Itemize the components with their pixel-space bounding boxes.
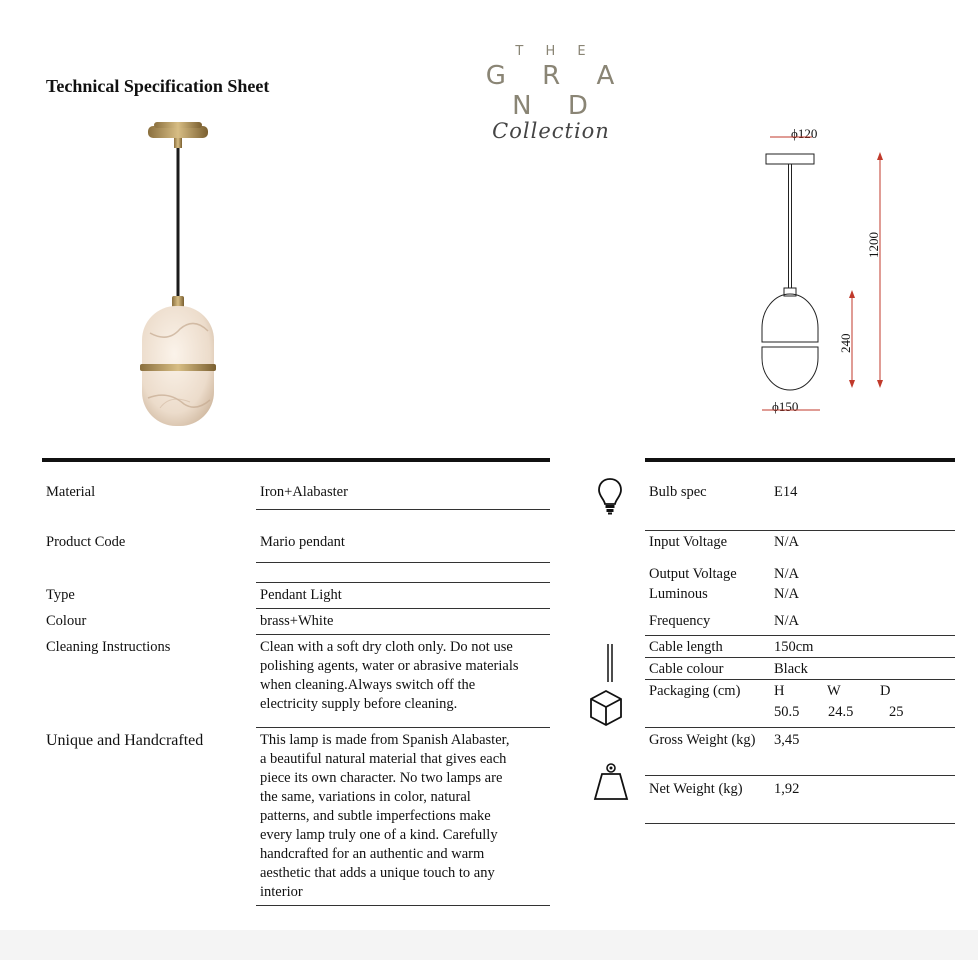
- technical-drawing: [750, 118, 900, 418]
- dim-shade-height: 240: [838, 333, 853, 353]
- dim-top-diameter: ϕ120: [791, 126, 818, 141]
- net-weight-label: Net Weight (kg): [649, 781, 743, 797]
- packaging-h-value: 50.5: [774, 704, 800, 720]
- handcrafted-line: every lamp truly one of a kind. Carefully: [260, 827, 498, 843]
- divider: [645, 530, 955, 531]
- divider: [645, 727, 955, 728]
- handcrafted-line: piece its own character. No two lamps are: [260, 770, 503, 786]
- divider: [256, 634, 550, 635]
- frequency-value: N/A: [774, 613, 799, 629]
- cable-colour-value: Black: [774, 661, 808, 677]
- logo-grand: G R A N D: [485, 61, 629, 121]
- cable-length-label: Cable length: [649, 639, 723, 655]
- colour-label: Colour: [46, 613, 87, 629]
- material-label: Material: [46, 484, 96, 500]
- divider: [645, 635, 955, 636]
- bulb-spec-value: E14: [774, 484, 798, 500]
- cleaning-line: when cleaning.Always switch off the: [260, 677, 476, 693]
- brand-logo: [456, 44, 646, 143]
- left-table-top-rule: [42, 458, 550, 462]
- frequency-label: Frequency: [649, 613, 711, 629]
- packaging-d-value: 25: [889, 704, 904, 720]
- right-table-top-rule: [645, 458, 955, 462]
- divider: [645, 823, 955, 824]
- divider: [256, 562, 550, 563]
- gross-weight-value: 3,45: [774, 732, 800, 748]
- packaging-h-label: H: [774, 683, 785, 699]
- cleaning-value: [260, 638, 519, 714]
- handcrafted-value: [260, 731, 510, 902]
- handcrafted-label: Unique and Handcrafted: [46, 732, 204, 749]
- packaging-d-label: D: [880, 683, 891, 699]
- page-title: Technical Specification Sheet: [46, 76, 270, 96]
- cable-colour-label: Cable colour: [649, 661, 724, 677]
- handcrafted-line: handcrafted for an authentic and warm: [260, 846, 485, 862]
- luminous-value: N/A: [774, 586, 799, 602]
- divider: [645, 679, 955, 680]
- input-voltage-label: Input Voltage: [649, 534, 728, 550]
- divider: [256, 608, 550, 609]
- cable-length-value: 150cm: [774, 639, 814, 655]
- handcrafted-line: This lamp is made from Spanish Alabaster,: [260, 732, 510, 748]
- cleaning-line: polishing agents, water or abrasive materials: [260, 658, 519, 674]
- dim-bottom-diameter: ϕ150: [772, 399, 799, 414]
- bulb-icon: [596, 476, 624, 516]
- output-voltage-label: Output Voltage: [649, 566, 737, 582]
- output-voltage-value: N/A: [774, 566, 799, 582]
- packaging-w-label: W: [827, 683, 841, 699]
- handcrafted-line: interior: [260, 884, 303, 900]
- material-value: Iron+Alabaster: [260, 484, 348, 500]
- handcrafted-line: patterns, and subtle imperfections make: [260, 808, 491, 824]
- net-weight-value: 1,92: [774, 781, 800, 797]
- packaging-label: Packaging (cm): [649, 683, 741, 699]
- logo-collection: Collection: [492, 119, 610, 143]
- divider: [256, 509, 550, 510]
- box-icon: [588, 688, 624, 728]
- colour-value: brass+White: [260, 613, 334, 629]
- packaging-w-value: 24.5: [828, 704, 854, 720]
- handcrafted-line: aesthetic that adds a unique touch to any: [260, 865, 495, 881]
- type-label: Type: [46, 587, 75, 603]
- bulb-spec-label: Bulb spec: [649, 484, 707, 500]
- handcrafted-line: the same, variations in color, natural: [260, 789, 471, 805]
- divider: [256, 727, 550, 728]
- input-voltage-value: N/A: [774, 534, 799, 550]
- gross-weight-label: Gross Weight (kg): [649, 732, 756, 748]
- cleaning-label: Cleaning Instructions: [46, 639, 171, 655]
- handcrafted-line: a beautiful natural material that gives each: [260, 751, 507, 767]
- cleaning-line: Clean with a soft dry cloth only. Do not use: [260, 639, 513, 655]
- divider: [256, 582, 550, 583]
- divider: [645, 657, 955, 658]
- page-bottom-band: [0, 930, 978, 960]
- dim-total-height: 1200: [866, 232, 881, 258]
- logo-the: T H E: [515, 44, 595, 59]
- divider: [256, 905, 550, 906]
- luminous-label: Luminous: [649, 586, 708, 602]
- type-value: Pendant Light: [260, 587, 342, 603]
- product-code-label: Product Code: [46, 534, 126, 550]
- cable-icon: [604, 644, 616, 682]
- product-photo: [120, 118, 240, 430]
- divider: [645, 775, 955, 776]
- cleaning-line: electricity supply before cleaning.: [260, 696, 458, 712]
- weight-icon: [592, 762, 630, 802]
- product-code-value: Mario pendant: [260, 534, 345, 550]
